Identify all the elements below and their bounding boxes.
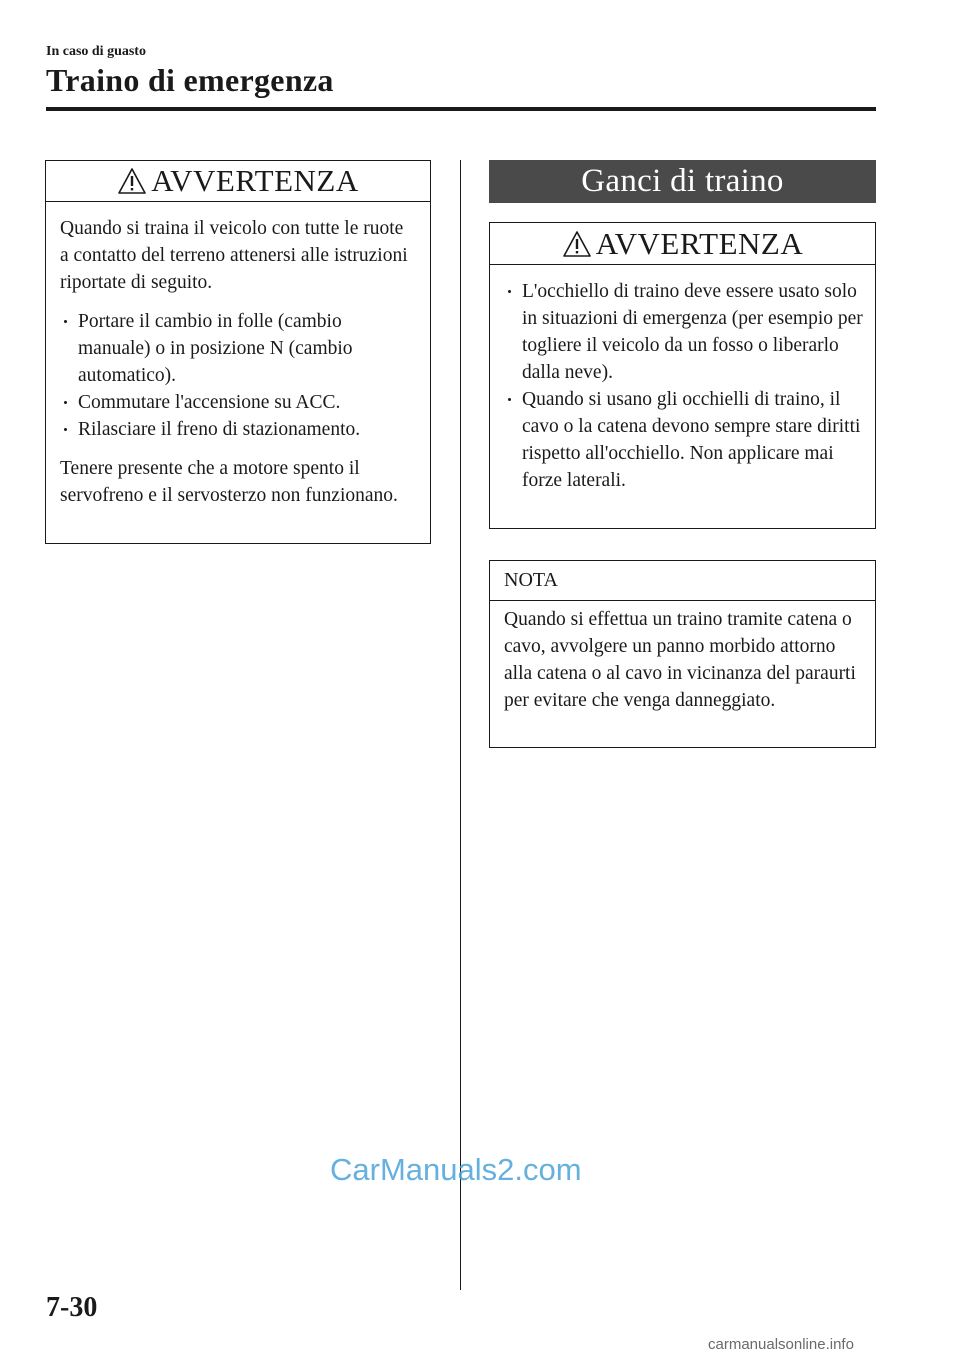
warning-triangle-icon <box>117 167 147 195</box>
warning-box-left <box>45 160 431 544</box>
footer-url: carmanualsonline.info <box>708 1336 854 1353</box>
list-item: L'occhiello di traino deve essere usato solo in situazioni di emergenza (per esempio per togliere il veicolo da un fosso o liberarlo dalla neve). <box>504 278 863 386</box>
warning-body <box>490 265 875 494</box>
watermark: CarManuals2.com <box>330 1152 582 1187</box>
warning-heading: AVVERTENZA <box>595 225 804 261</box>
note-body <box>490 601 875 714</box>
note-heading: NOTA <box>490 561 875 601</box>
title-rule <box>46 107 876 111</box>
warning-list <box>504 278 863 494</box>
list-item: Quando si usano gli occhielli di traino, il cavo o la catena devono sempre stare diritti rispetto all'occhiello. Non applicare mai forze laterali. <box>504 386 863 494</box>
warning-triangle-icon <box>562 230 592 258</box>
list-item: Portare il cambio in folle (cambio manuale) o in posizione N (cambio automatico). <box>60 308 416 389</box>
warning-list <box>60 308 416 443</box>
warning-header <box>490 223 875 265</box>
page-number: 7-30 <box>46 1292 98 1323</box>
page-title: Traino di emergenza <box>46 62 334 98</box>
warning-header <box>46 161 430 202</box>
warning-body <box>46 202 430 509</box>
list-item: Commutare l'accensione su ACC. <box>60 389 416 416</box>
list-item: Rilasciare il freno di stazionamento. <box>60 416 416 443</box>
note-text: Quando si effettua un traino tramite catena o cavo, avvolgere un panno morbido attorno alla catena o al cavo in vicinanza del paraurti per evitare che venga danneggiato. <box>504 609 856 711</box>
section-label: In caso di guasto <box>46 44 146 59</box>
warning-outro: Tenere presente che a motore spento il servofreno e il servosterzo non funzionano. <box>60 458 398 506</box>
warning-heading: AVVERTENZA <box>151 163 359 198</box>
warning-intro: Quando si traina il veicolo con tutte le ruote a contatto del terreno attenersi alle istruzioni riportate di seguito. <box>60 218 408 293</box>
note-box <box>489 560 876 748</box>
warning-box-right <box>489 222 876 529</box>
column-divider <box>460 160 461 1290</box>
section-banner: Ganci di traino <box>489 160 876 203</box>
